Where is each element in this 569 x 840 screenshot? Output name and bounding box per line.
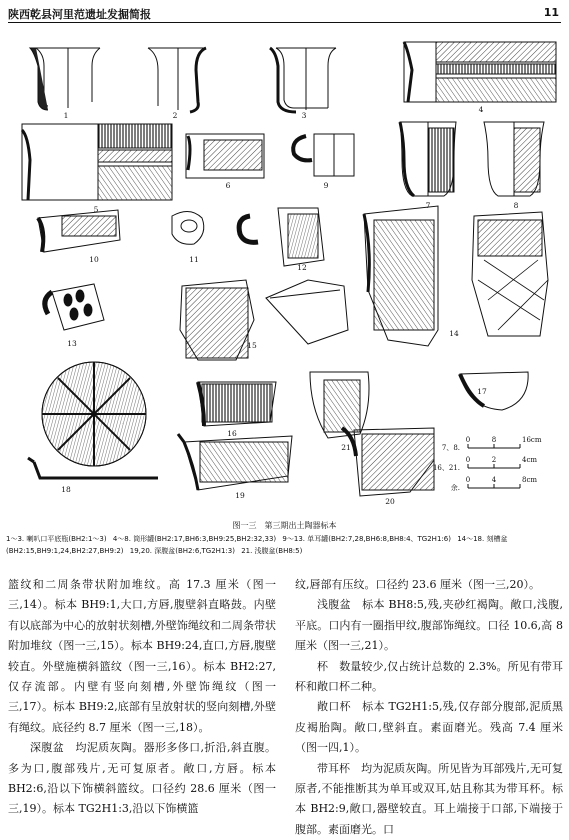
caption-item: 19,20. 深腹盆(BH2:6,TG2H1:3) [129, 547, 235, 555]
fig-num-16: 16 [227, 429, 237, 438]
sherd-21 [310, 372, 369, 438]
sherd-19 [178, 434, 292, 490]
paragraph: 杯 数量较少,仅占统计总数的 2.3%。所见有带耳杯和敞口杯二种。 [295, 659, 563, 694]
pottery-figure [8, 30, 561, 508]
sherd-11 [172, 211, 204, 244]
fig-num-18: 18 [61, 485, 71, 494]
sherd-9 [293, 134, 354, 176]
fig-num-1: 1 [63, 111, 69, 120]
scale-3-bar [468, 484, 520, 488]
caption-item: 4～8. 筒形罐(BH2:17,BH6:3,BH9:25,BH2:32,33) [112, 535, 277, 543]
scale-3-label: 余. [450, 484, 460, 492]
caption-item: 1～3. 喇叭口平底瓶(BH2:1～3) [6, 535, 107, 543]
sherd-14 [364, 206, 548, 346]
pottery-drawings [8, 30, 561, 508]
journal-title: 陕西乾县河里范遗址发掘简报 [8, 8, 151, 21]
scale-3-tick-1: 4 [491, 476, 497, 484]
fig-num-3: 3 [301, 111, 307, 120]
scale-1-tick-1: 8 [491, 436, 497, 444]
paragraph: 纹,唇部有压纹。口径约 23.6 厘米（图一三,20）。 [295, 578, 540, 591]
scale-2-tick-1: 2 [491, 456, 497, 464]
sherd-1 [30, 48, 100, 110]
sherd-2 [148, 48, 206, 112]
scale-2-tick-2: 4cm [522, 456, 538, 464]
scale-2-label: 16、21. [432, 464, 460, 472]
sherd-17 [460, 372, 528, 410]
page-number: 11 [543, 6, 559, 19]
fig-num-12: 12 [297, 263, 307, 272]
fig-num-21: 21 [341, 443, 351, 452]
header-rule [8, 22, 561, 23]
sherd-3 [270, 48, 336, 112]
fig-num-7: 7 [425, 201, 431, 210]
figure-caption [6, 533, 563, 557]
paragraph: 深腹盆 均泥质灰陶。器形多侈口,折沿,斜直腹。多为口,腹部残片,无可复原者。敞口,方唇。标本 BH2:6,沿以下饰横斜篮纹。口径约 28.6 厘米（图一三,19）。标本 TG2H1:3,沿以下饰横篮 [8, 741, 276, 816]
scale-1-tick-2: 16cm [522, 436, 542, 444]
caption-item: 21. 浅腹盆(BH8:5) [241, 547, 303, 555]
caption-item: 9～13. 单耳罐(BH2:7,28,BH6:8,BH8:4、TG2H1:6) [282, 535, 451, 543]
fig-num-13: 13 [67, 339, 77, 348]
left-column [8, 575, 276, 820]
right-column [295, 575, 563, 840]
fig-num-11: 11 [189, 255, 199, 264]
sherd-20 [342, 428, 434, 496]
scale-3-tick-0: 0 [465, 476, 471, 484]
scale-2-bar [468, 464, 520, 468]
sherd-6 [186, 134, 264, 178]
sherd-15 [180, 280, 254, 360]
scale-bars [433, 436, 542, 492]
scale-3-tick-2: 8cm [522, 476, 538, 484]
scale-1-bar [468, 444, 520, 448]
fig-num-20: 20 [385, 497, 395, 506]
sherd-4 [404, 42, 556, 102]
scale-1-tick-0: 0 [465, 436, 471, 444]
paragraph: 带耳杯 均为泥质灰陶。所见皆为耳部残片,无可复原者,不能推断其为单耳或双耳,姑且称其为带耳杯。标本 BH2:9,敞口,器壁较直。耳上端接于口部,下端接于腹部。素面磨光。口 [295, 761, 563, 836]
caption-item: 14～18. 刻槽盆(BH2:15,BH9:1,24,BH2:27,BH9:2) [6, 535, 508, 555]
fig-num-17: 17 [477, 387, 487, 396]
paragraph: 篮纹和二周条带状附加堆纹。高 17.3 厘米（图一三,14）。标本 BH9:1,大口,方唇,腹壁斜直略鼓。内壁有以底部为中心的放射状刻槽,外壁饰绳纹和二周条带状附加堆纹（图一三,15）。标本 BH9:24,直口,方唇,腹壁较直。外壁施横斜篮纹（图一三,16）。标本 BH2:27,仅存流部。内壁有竖向刻槽,外壁饰绳纹（图一三,17）。标本 BH9:2,底部有呈放射状的竖向刻槽,外壁有绳纹。底径约 8.7 厘米（图一三,18）。 [8, 578, 276, 734]
fig-num-15: 15 [247, 341, 257, 350]
fig-num-19: 19 [235, 491, 245, 500]
sherd-18 [42, 362, 146, 466]
fig-num-10: 10 [89, 255, 99, 264]
fig-num-4: 4 [478, 105, 484, 114]
sherd-5 [22, 124, 172, 200]
scale-1-label: 7、8. [441, 444, 460, 452]
paragraph: 敞口杯 标本 TG2H1:5,残,仅存部分腹部,泥质黑皮褐胎陶。敞口,壁斜直。素面磨光。残高 7.4 厘米（图一四,1）。 [295, 700, 563, 755]
fig-num-6: 6 [225, 181, 231, 190]
sherd-13 [45, 284, 104, 330]
fig-num-2: 2 [172, 111, 178, 120]
sherd-12-handle [239, 216, 258, 242]
sherd-10 [38, 210, 120, 252]
sherd-8 [484, 122, 544, 196]
sherd-12 [278, 208, 324, 266]
fig-num-14: 14 [449, 329, 459, 338]
scale-2-tick-0: 0 [465, 456, 471, 464]
fig-num-9: 9 [323, 181, 329, 190]
sherd-7 [400, 122, 456, 196]
fig-num-8: 8 [513, 201, 519, 210]
figure-title: 图一三 第三期出土陶器标本 [232, 521, 337, 530]
sherd-15b [266, 280, 348, 344]
paragraph: 浅腹盆 标本 BH8:5,残,夹砂红褐陶。敞口,浅腹,平底。口内有一圈指甲纹,腹部饰绳纹。口径 10.6,高 8 厘米（图一三,21）。 [295, 598, 563, 653]
sherd-16 [198, 382, 276, 426]
fig-num-5: 5 [93, 205, 99, 214]
